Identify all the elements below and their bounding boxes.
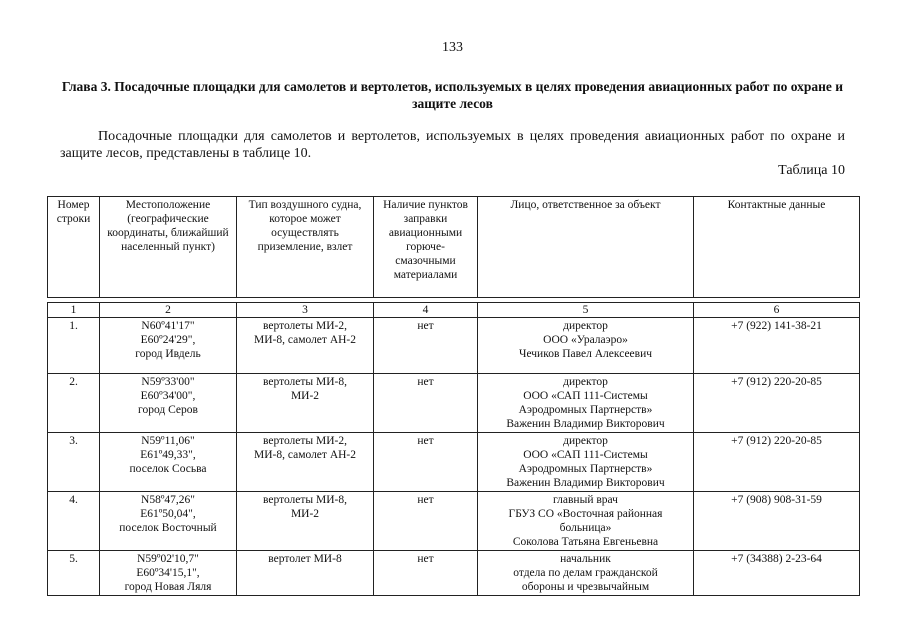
column-number: 3 bbox=[237, 303, 374, 318]
cell-aircraft-type: вертолеты МИ-2, МИ-8, самолет АН-2 bbox=[237, 318, 374, 374]
cell-contacts: +7 (908) 908-31-59 bbox=[694, 492, 860, 551]
cell-location: N60º41'17" E60º24'29", город Ивдель bbox=[100, 318, 237, 374]
column-number-row bbox=[48, 303, 860, 318]
table-header-row bbox=[48, 197, 860, 298]
cell-location: N59º33'00" E60º34'00", город Серов bbox=[100, 374, 237, 433]
cell-location: N59º02'10,7" E60º34'15,1", город Новая Ляля bbox=[100, 551, 237, 596]
table-row bbox=[48, 374, 860, 433]
cell-fuel-points: нет bbox=[374, 551, 478, 596]
cell-contacts: +7 (912) 220-20-85 bbox=[694, 374, 860, 433]
cell-contacts: +7 (34388) 2-23-64 bbox=[694, 551, 860, 596]
cell-row-number: 5. bbox=[48, 551, 100, 596]
cell-row-number: 4. bbox=[48, 492, 100, 551]
cell-aircraft-type: вертолет МИ-8 bbox=[237, 551, 374, 596]
cell-responsible-person: директор ООО «САП 111-Системы Аэродромных Партнерств» Важенин Владимир Викторович bbox=[478, 433, 694, 492]
landing-sites-table bbox=[47, 196, 860, 596]
cell-aircraft-type: вертолеты МИ-8, МИ-2 bbox=[237, 374, 374, 433]
cell-row-number: 3. bbox=[48, 433, 100, 492]
page-number: 133 bbox=[442, 40, 463, 55]
column-number: 6 bbox=[694, 303, 860, 318]
cell-fuel-points: нет bbox=[374, 318, 478, 374]
column-number: 4 bbox=[374, 303, 478, 318]
cell-responsible-person: главный врач ГБУЗ СО «Восточная районная больница» Соколова Татьяна Евгеньевна bbox=[478, 492, 694, 551]
intro-paragraph: Посадочные площадки для самолетов и вертолетов, используемых в целях проведения авиационных работ по охране и защите лесов, представлены в таблице 10. bbox=[60, 129, 845, 161]
table-row bbox=[48, 433, 860, 492]
header-responsible-person: Лицо, ответственное за объект bbox=[478, 197, 694, 298]
header-aircraft-type: Тип воздушного судна, которое может осуществлять приземление, взлет bbox=[237, 197, 374, 298]
cell-contacts: +7 (912) 220-20-85 bbox=[694, 433, 860, 492]
cell-row-number: 1. bbox=[48, 318, 100, 374]
cell-responsible-person: начальник отдела по делам гражданской обороны и чрезвычайным bbox=[478, 551, 694, 596]
cell-row-number: 2. bbox=[48, 374, 100, 433]
column-number: 5 bbox=[478, 303, 694, 318]
header-row-number: Номер строки bbox=[48, 197, 100, 298]
cell-responsible-person: директор ООО «САП 111-Системы Аэродромных Партнерств» Важенин Владимир Викторович bbox=[478, 374, 694, 433]
cell-contacts: +7 (922) 141-38-21 bbox=[694, 318, 860, 374]
cell-aircraft-type: вертолеты МИ-2, МИ-8, самолет АН-2 bbox=[237, 433, 374, 492]
cell-fuel-points: нет bbox=[374, 374, 478, 433]
chapter-title: Глава 3. Посадочные площадки для самолетов и вертолетов, используемых в целях проведения авиационных работ по охране и защите лесов bbox=[61, 79, 844, 111]
cell-responsible-person: директор ООО «Уралаэро» Чечиков Павел Алексеевич bbox=[478, 318, 694, 374]
cell-fuel-points: нет bbox=[374, 433, 478, 492]
cell-location: N59º11,06" E61º49,33", поселок Сосьва bbox=[100, 433, 237, 492]
cell-location: N58º47,26" E61º50,04", поселок Восточный bbox=[100, 492, 237, 551]
column-number: 2 bbox=[100, 303, 237, 318]
column-number: 1 bbox=[48, 303, 100, 318]
table-caption: Таблица 10 bbox=[778, 163, 845, 178]
table-row bbox=[48, 551, 860, 596]
header-contacts: Контактные данные bbox=[694, 197, 860, 298]
header-fuel-points: Наличие пунктов заправки авиационными горюче-смазочными материалами bbox=[374, 197, 478, 298]
header-location: Местоположение (географические координаты, ближайший населенный пункт) bbox=[100, 197, 237, 298]
table-row bbox=[48, 318, 860, 374]
cell-fuel-points: нет bbox=[374, 492, 478, 551]
cell-aircraft-type: вертолеты МИ-8, МИ-2 bbox=[237, 492, 374, 551]
table-row bbox=[48, 492, 860, 551]
